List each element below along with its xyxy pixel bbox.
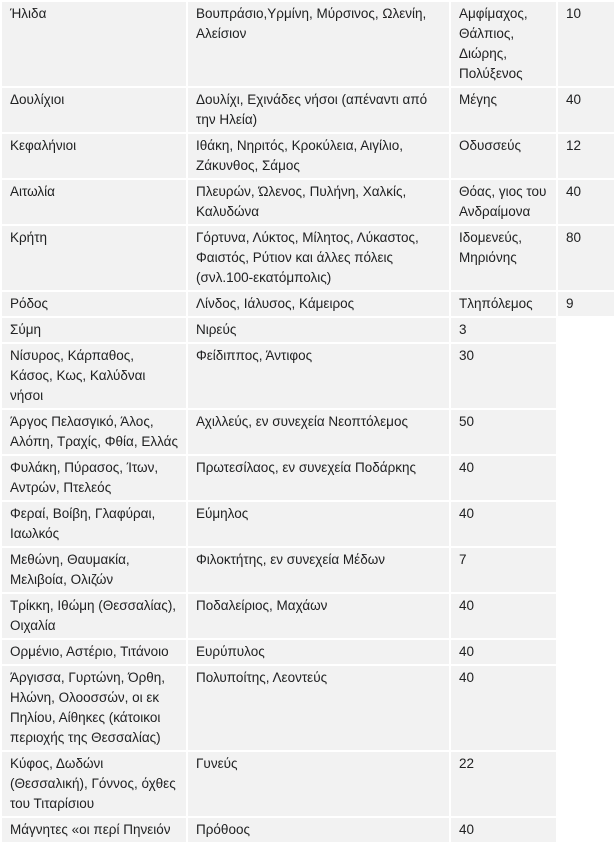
table-cell: 3 [451,318,556,342]
table-cell: 40 [451,666,556,750]
table-row [2,180,614,224]
table-cell: 40 [451,594,556,638]
table-cell: 40 [558,88,614,132]
table-cell: Νίσυρος, Κάρπαθος, Κάσος, Κως, Καλύδναι νήσοι [2,344,186,408]
table-cell: 12 [558,134,614,178]
table-cell: Ευρύπυλος [188,640,449,664]
table-cell: 22 [451,752,556,816]
table-cell: Γυνεύς [188,752,449,816]
table-cell: Πολυποίτης, Λεοντεύς [188,666,449,750]
table-row [2,818,614,842]
table-cell: 40 [451,502,556,546]
table-cell: Εύμηλος [188,502,449,546]
table-cell: Ρόδος [2,292,186,316]
table-cell: 7 [451,548,556,592]
table-cell: Άργος Πελασγικό, Άλος, Αλόπη, Τραχίς, Φθία, Ελλάς [2,410,186,454]
table-row [2,226,614,290]
table-cell: Πρωτεσίλαος, εν συνεχεία Ποδάρκης [188,456,449,500]
table-cell: 30 [451,344,556,408]
table-cell: Νιρεύς [188,318,449,342]
table-row [2,2,614,86]
table-cell: Πλευρών, Ώλενος, Πυλήνη, Χαλκίς, Καλυδώνα [188,180,449,224]
table-cell: Ποδαλείριος, Μαχάων [188,594,449,638]
table-cell: 10 [558,2,614,86]
table-cell: Μάγνητες «οι περί Πηνειόν [2,818,186,842]
table-cell: 40 [558,180,614,224]
table-cell: Ιθάκη, Νηριτός, Κροκύλεια, Αιγίλιο, Ζάκυνθος, Σάμος [188,134,449,178]
table-row [2,344,614,408]
table-cell: 40 [451,818,556,842]
table-row [2,134,614,178]
table-cell: Θόας, γιος του Ανδραίμονα [451,180,556,224]
table-cell: Γόρτυνα, Λύκτος, Μίλητος, Λύκαστος, Φαιστός, Ρύτιον και άλλες πόλεις (σνλ.100-εκατόμπολις) [188,226,449,290]
table-cell: Φείδιππος, Άντιφος [188,344,449,408]
table-row [2,502,614,546]
table-row [2,752,614,816]
table-cell: Σύμη [2,318,186,342]
table-cell: Οδυσσεύς [451,134,556,178]
table-cell: Δουλίχι, Εχινάδες νήσοι (απέναντι από την Ηλεία) [188,88,449,132]
table-cell: Λίνδος, Ιάλυσος, Κάμειρος [188,292,449,316]
table-cell: Βουπράσιο,Υρμίνη, Μύρσινος, Ωλενίη, Αλείσιον [188,2,449,86]
table-cell: Άργισσα, Γυρτώνη, Όρθη, Ηλώνη, Ολοοσσών, οι εκ Πηλίου, Αίθηκες (κάτοικοι περιοχής της Θεσσαλίας) [2,666,186,750]
table-cell: Ιδομενεύς, Μηριόνης [451,226,556,290]
table-cell: Αχιλλεύς, εν συνεχεία Νεοπτόλεμος [188,410,449,454]
table-row [2,666,614,750]
table-cell: 40 [451,456,556,500]
table-row [2,88,614,132]
table-row [2,410,614,454]
table-row [2,594,614,638]
table-cell: Πρόθοος [188,818,449,842]
table-row [2,318,614,342]
table-cell: Ήλιδα [2,2,186,86]
table-cell: Φεραί, Βοίβη, Γλαφύραι, Ιαωλκός [2,502,186,546]
table-cell: Φιλοκτήτης, εν συνεχεία Μέδων [188,548,449,592]
table-cell: Μεθώνη, Θαυμακία, Μελιβοία, Ολιζών [2,548,186,592]
table-cell: 80 [558,226,614,290]
table-cell: 9 [558,292,614,316]
table-row [2,548,614,592]
table-cell: Κεφαλήνιοι [2,134,186,178]
table-row [2,456,614,500]
table-cell: Δουλίχιοι [2,88,186,132]
table-cell: Μέγης [451,88,556,132]
table-row [2,640,614,664]
table-cell: Τληπόλεμος [451,292,556,316]
table-cell: 40 [451,640,556,664]
table-row [2,292,614,316]
table-cell: Κύφος, Δωδώνι (Θεσσαλική), Γόννος, όχθες του Τιταρίσιου [2,752,186,816]
table-body [2,2,614,842]
table-cell: Τρίκκη, Ιθώμη (Θεσσαλίας), Οιχαλία [2,594,186,638]
table-cell: 50 [451,410,556,454]
table-cell: Φυλάκη, Πύρασος, Ίτων, Αντρών, Πτελεός [2,456,186,500]
table-cell: Ορμένιο, Αστέριο, Τιτάνοιο [2,640,186,664]
table-cell: Αιτωλία [2,180,186,224]
table-cell: Κρήτη [2,226,186,290]
table-cell: Αμφίμαχος, Θάλπιος, Διώρης, Πολύξενος [451,2,556,86]
